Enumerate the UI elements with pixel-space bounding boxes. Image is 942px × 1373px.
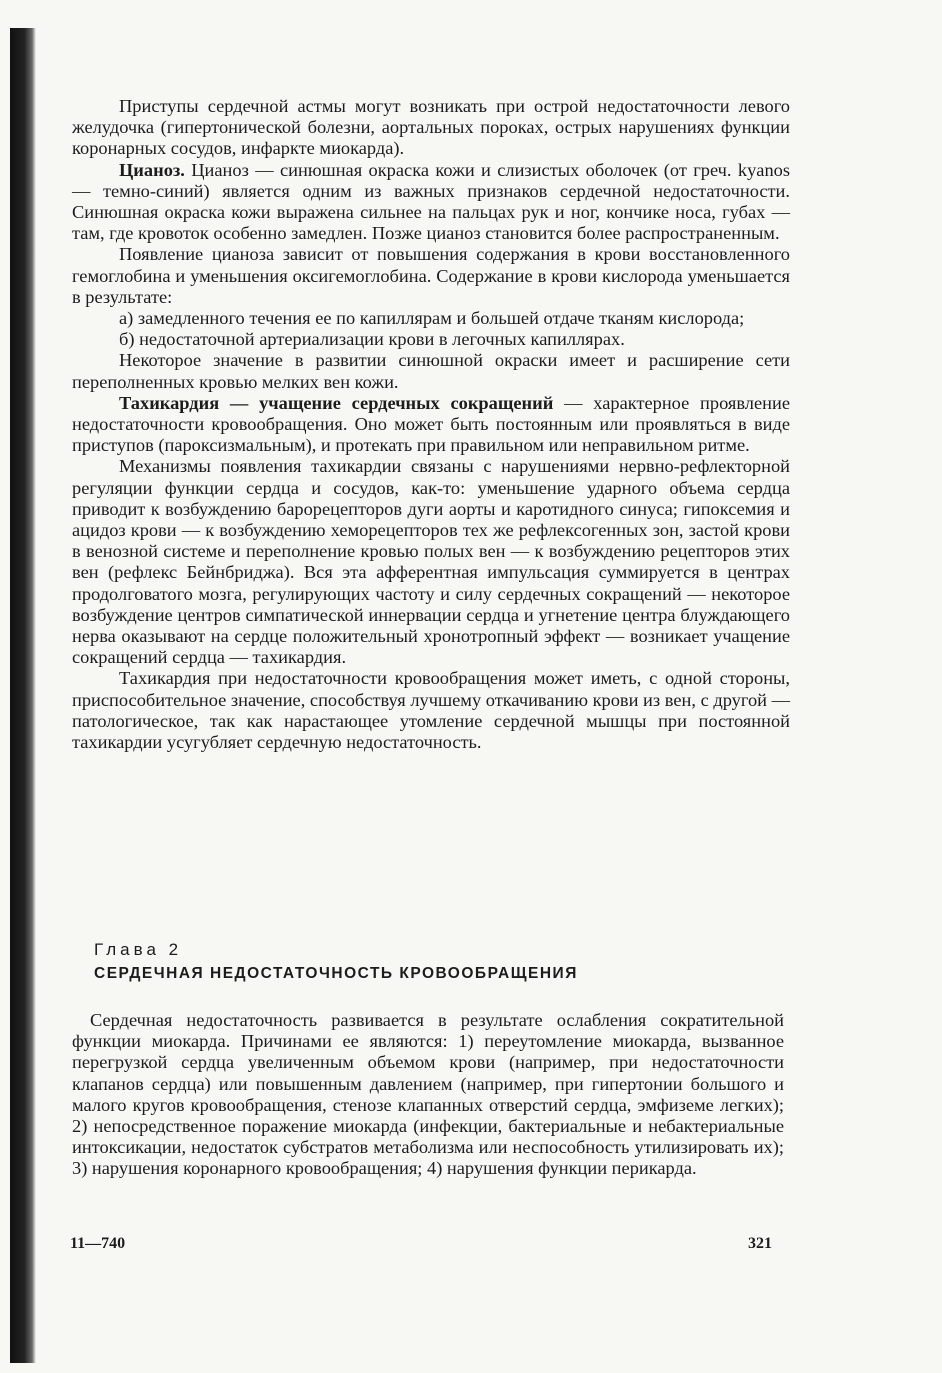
list-item-b: б) недостаточной артериализации крови в легочных капиллярах. [119, 329, 625, 350]
scan-shadow-edge [10, 28, 36, 1363]
paragraph-asthma: Приступы сердечной астмы могут возникать при острой недостаточности левого желудочка (гипертонической болезни, аортальных пороках, острых нарушениях функции коронарных сосудов, инфаркте миокарда). [72, 96, 790, 159]
paragraph-tachycardia-meaning: Тахикардия при недостаточности кровообращения может иметь, с одной стороны, приспособительное значение, способствуя лучшему откачиванию крови из вен, с другой — патологическое, так как нарастающее утомление сердечной мышцы при постоянной тахикардии усугубляет сердечную недостаточность. [72, 668, 790, 753]
chapter-body [72, 1010, 784, 1180]
chapter-label: Глава 2 [94, 940, 183, 959]
list-item-a: а) замедленного течения ее по капиллярам и большей отдаче тканям кислорода; [119, 308, 745, 329]
tachycardia-text: — характерное проявление недостаточности кровообращения. Оно может быть постоянным или проявляться в виде приступов (пароксизмальным), и протекать при правильном или неправильном ритме. [72, 392, 790, 456]
paragraph-heart-failure: Сердечная недостаточность развивается в результате ослабления сократительной функции миокарда. Причинами ее являются: 1) переутомление миокарда, вызванное перегрузкой сердца увеличенным объемом крови (например, при недостаточности клапанов сердца) или повышенным давлением (например, при гипертонии большого и малого кругов кровообращения, стенозе клапанных отверстий сердца, эмфиземе легких); 2) непосредственное поражение миокарда (инфекции, бактериальные и небактериальные интоксикации, недостаток субстратов метаболизма или неспособность утилизировать их); 3) нарушения коронарного кровообращения; 4) нарушения функции перикарда. [72, 1010, 784, 1179]
printer-signature: 11—740 [70, 1235, 126, 1252]
term-cyanosis: Цианоз. [119, 159, 185, 180]
term-tachycardia: Тахикардия — учащение сердечных сокращений [119, 392, 554, 413]
chapter-title: СЕРДЕЧНАЯ НЕДОСТАТОЧНОСТЬ КРОВООБРАЩЕНИЯ [94, 965, 578, 982]
page-number: 321 [748, 1235, 772, 1252]
paragraph-veins: Некоторое значение в развитии синюшной окраски имеет и расширение сети переполненных кровью мелких вен кожи. [72, 350, 790, 392]
paragraph-mechanisms: Механизмы появления тахикардии связаны с нарушениями нервно-рефлекторной регуляции функции сердца и сосудов, как-то: уменьшение ударного объема сердца приводит к возбуждению барорецепторов дуги аорты и каротидного синуса; гипоксемия и ацидоз крови — к возбуждению хеморецепторов тех же рефлексогенных зон, застой крови в венозной системе и переполнение кровью полых вен — к возбуждению рецепторов этих вен (рефлекс Бейнбриджа). Вся эта афферентная импульсация суммируется в центрах продолговатого мозга, регулирующих частоту и силу сердечных сокращений — некоторое возбуждение центров симпатической иннервации сердца и угнетение центра блуждающего нерва оказывают на сердце положительный хронотропный эффект — возникает учащение сокращений сердца — тахикардия. [72, 456, 790, 668]
page-body [72, 96, 790, 753]
cyanosis-text: Цианоз — синюшная окраска кожи и слизистых оболочек (от греч. kyanos — темно-синий) является одним из важных признаков сердечной недостаточности. Синюшная окраска кожи выражена сильнее на пальцах рук и ног, кончике носа, губах — там, где кровоток особенно замедлен. Позже цианоз становится более распространенным. [72, 159, 790, 244]
paragraph-cyanosis-cause: Появление цианоза зависит от повышения содержания в крови восстановленного гемоглобина и уменьшения оксигемоглобина. Содержание в крови кислорода уменьшается в результате: [72, 244, 790, 307]
paragraph-cyanosis [72, 160, 790, 245]
paragraph-tachycardia [72, 393, 790, 457]
